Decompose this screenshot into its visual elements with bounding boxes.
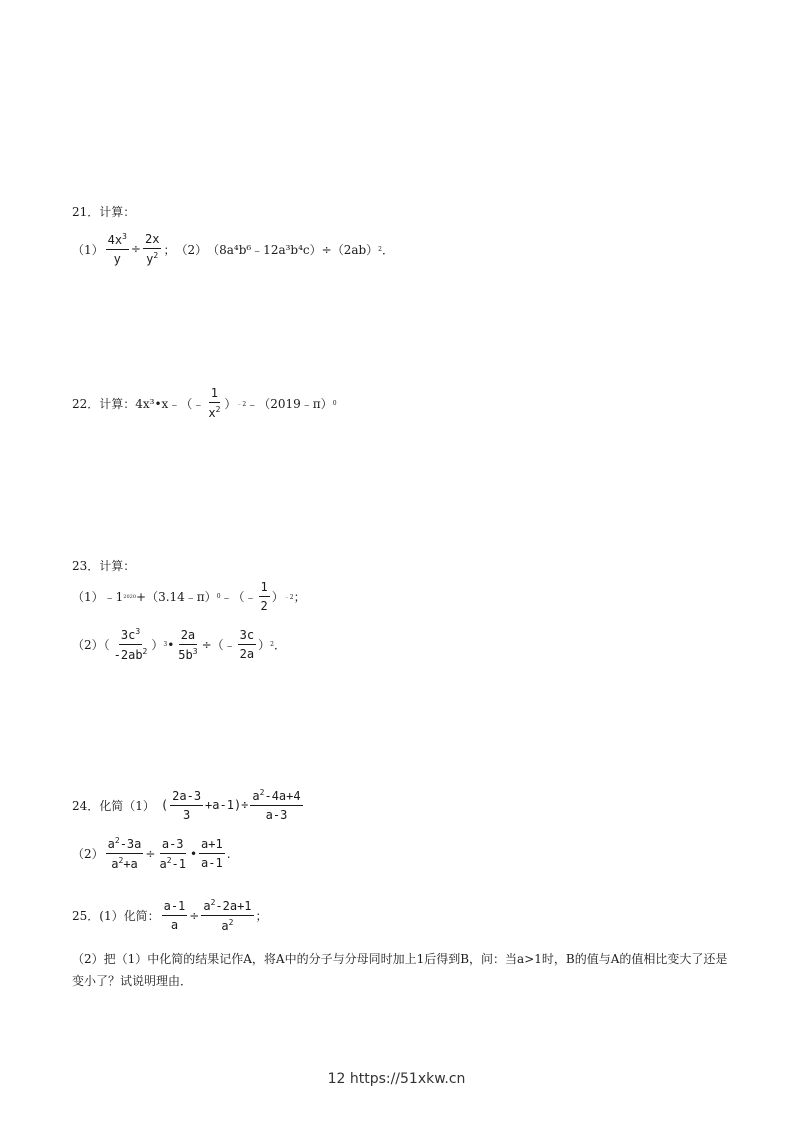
q25-fraction-1: $\frac{a-1}{a}$: [163, 899, 186, 932]
q24-part1: 24．化简（1） ( $\frac{2a-3}{3}$ +a-1)÷ $\frac{a^2-4a+4}{a-3}$: [72, 788, 301, 822]
q21-part2-expression: （8a⁴b⁶﹣12a³b⁴c）÷（2ab）: [207, 242, 379, 257]
q24-part2: （2） $\frac{a^2-3a}{a^2+a}$ ÷ $\frac{a-3}{a^2-1}$ • $\frac{a+1}{a-1}$ .: [72, 836, 231, 871]
q23-part2-fraction-2: $\frac{2a}{5b^3}$: [178, 627, 198, 662]
q25-fraction-2: $\frac{a^2-2a+1}{a^2}$: [203, 898, 252, 933]
q23-part2-fraction-3: $\frac{3c}{2a}$: [239, 628, 255, 661]
divide-sign: ÷: [130, 242, 141, 256]
q23-part2: （2）（ $\frac{3c^3}{-2ab^2}$ ） 3 • $\frac{2a}{5b^3}$ ÷（﹣ $\frac{3c}{2a}$ ） 2 ．: [72, 627, 286, 662]
q22-expression: 22．计算：4x³•x﹣（﹣ $\frac{1}{x^2}$ ） ﹣2 ﹣（2019﹣π） 0: [72, 386, 337, 420]
q24-fraction-1: $\frac{2a-3}{3}$: [172, 788, 202, 822]
q21-fraction-1: $\frac{4x^3}{y}$: [107, 232, 127, 266]
q21-part2-label: （2）: [175, 242, 208, 257]
q23-part2-fraction-1: $\frac{3c^3}{-2ab^2}$: [113, 627, 148, 662]
q24-fraction-4: $\frac{a-3}{a^2-1}$: [159, 836, 186, 871]
q22-fraction: $\frac{1}{x^2}$: [208, 386, 221, 420]
q25-part2-text: （2）把（1）中化简的结果记作A，将A中的分子与分母同时加上1后得到B，问：当a>1时，B的值与A的值相比变大了还是变小了？试说明理由．: [72, 952, 728, 988]
q21-part1-label: （1）: [72, 242, 104, 257]
q24-fraction-2: $\frac{a^2-4a+4}{a-3}$: [252, 788, 301, 822]
q22-prefix: 22．计算：4x³•x﹣（﹣: [72, 396, 205, 411]
q23-part1: （1）﹣1 2020 +（3.14﹣π） 0 ﹣（﹣ $\frac{1}{2}$ ） ﹣2 ；: [72, 580, 306, 613]
q21-title: 21．计算：: [72, 205, 136, 219]
q21-expression: （1） $\frac{4x^3}{y}$ ÷ $\frac{2x}{y^2}$ ； （2） （8a⁴b⁶﹣12a³b⁴c）÷（2ab） 2 ．: [72, 232, 395, 266]
q24-fraction-3: $\frac{a^2-3a}{a^2+a}$: [107, 836, 142, 871]
q21-fraction-2: $\frac{2x}{y^2}$: [144, 232, 160, 266]
q23-part1-fraction: $\frac{1}{2}$: [260, 580, 268, 613]
page-footer[interactable]: 12 https://51xkw.cn: [327, 1071, 466, 1087]
q23-title: 23．计算：: [72, 559, 136, 573]
q25-part1: 25．(1）化简： $\frac{a-1}{a}$ ÷ $\frac{a^2-2a+1}{a^2}$ ；: [72, 898, 268, 933]
q24-fraction-5: $\frac{a+1}{a-1}$: [201, 837, 223, 870]
